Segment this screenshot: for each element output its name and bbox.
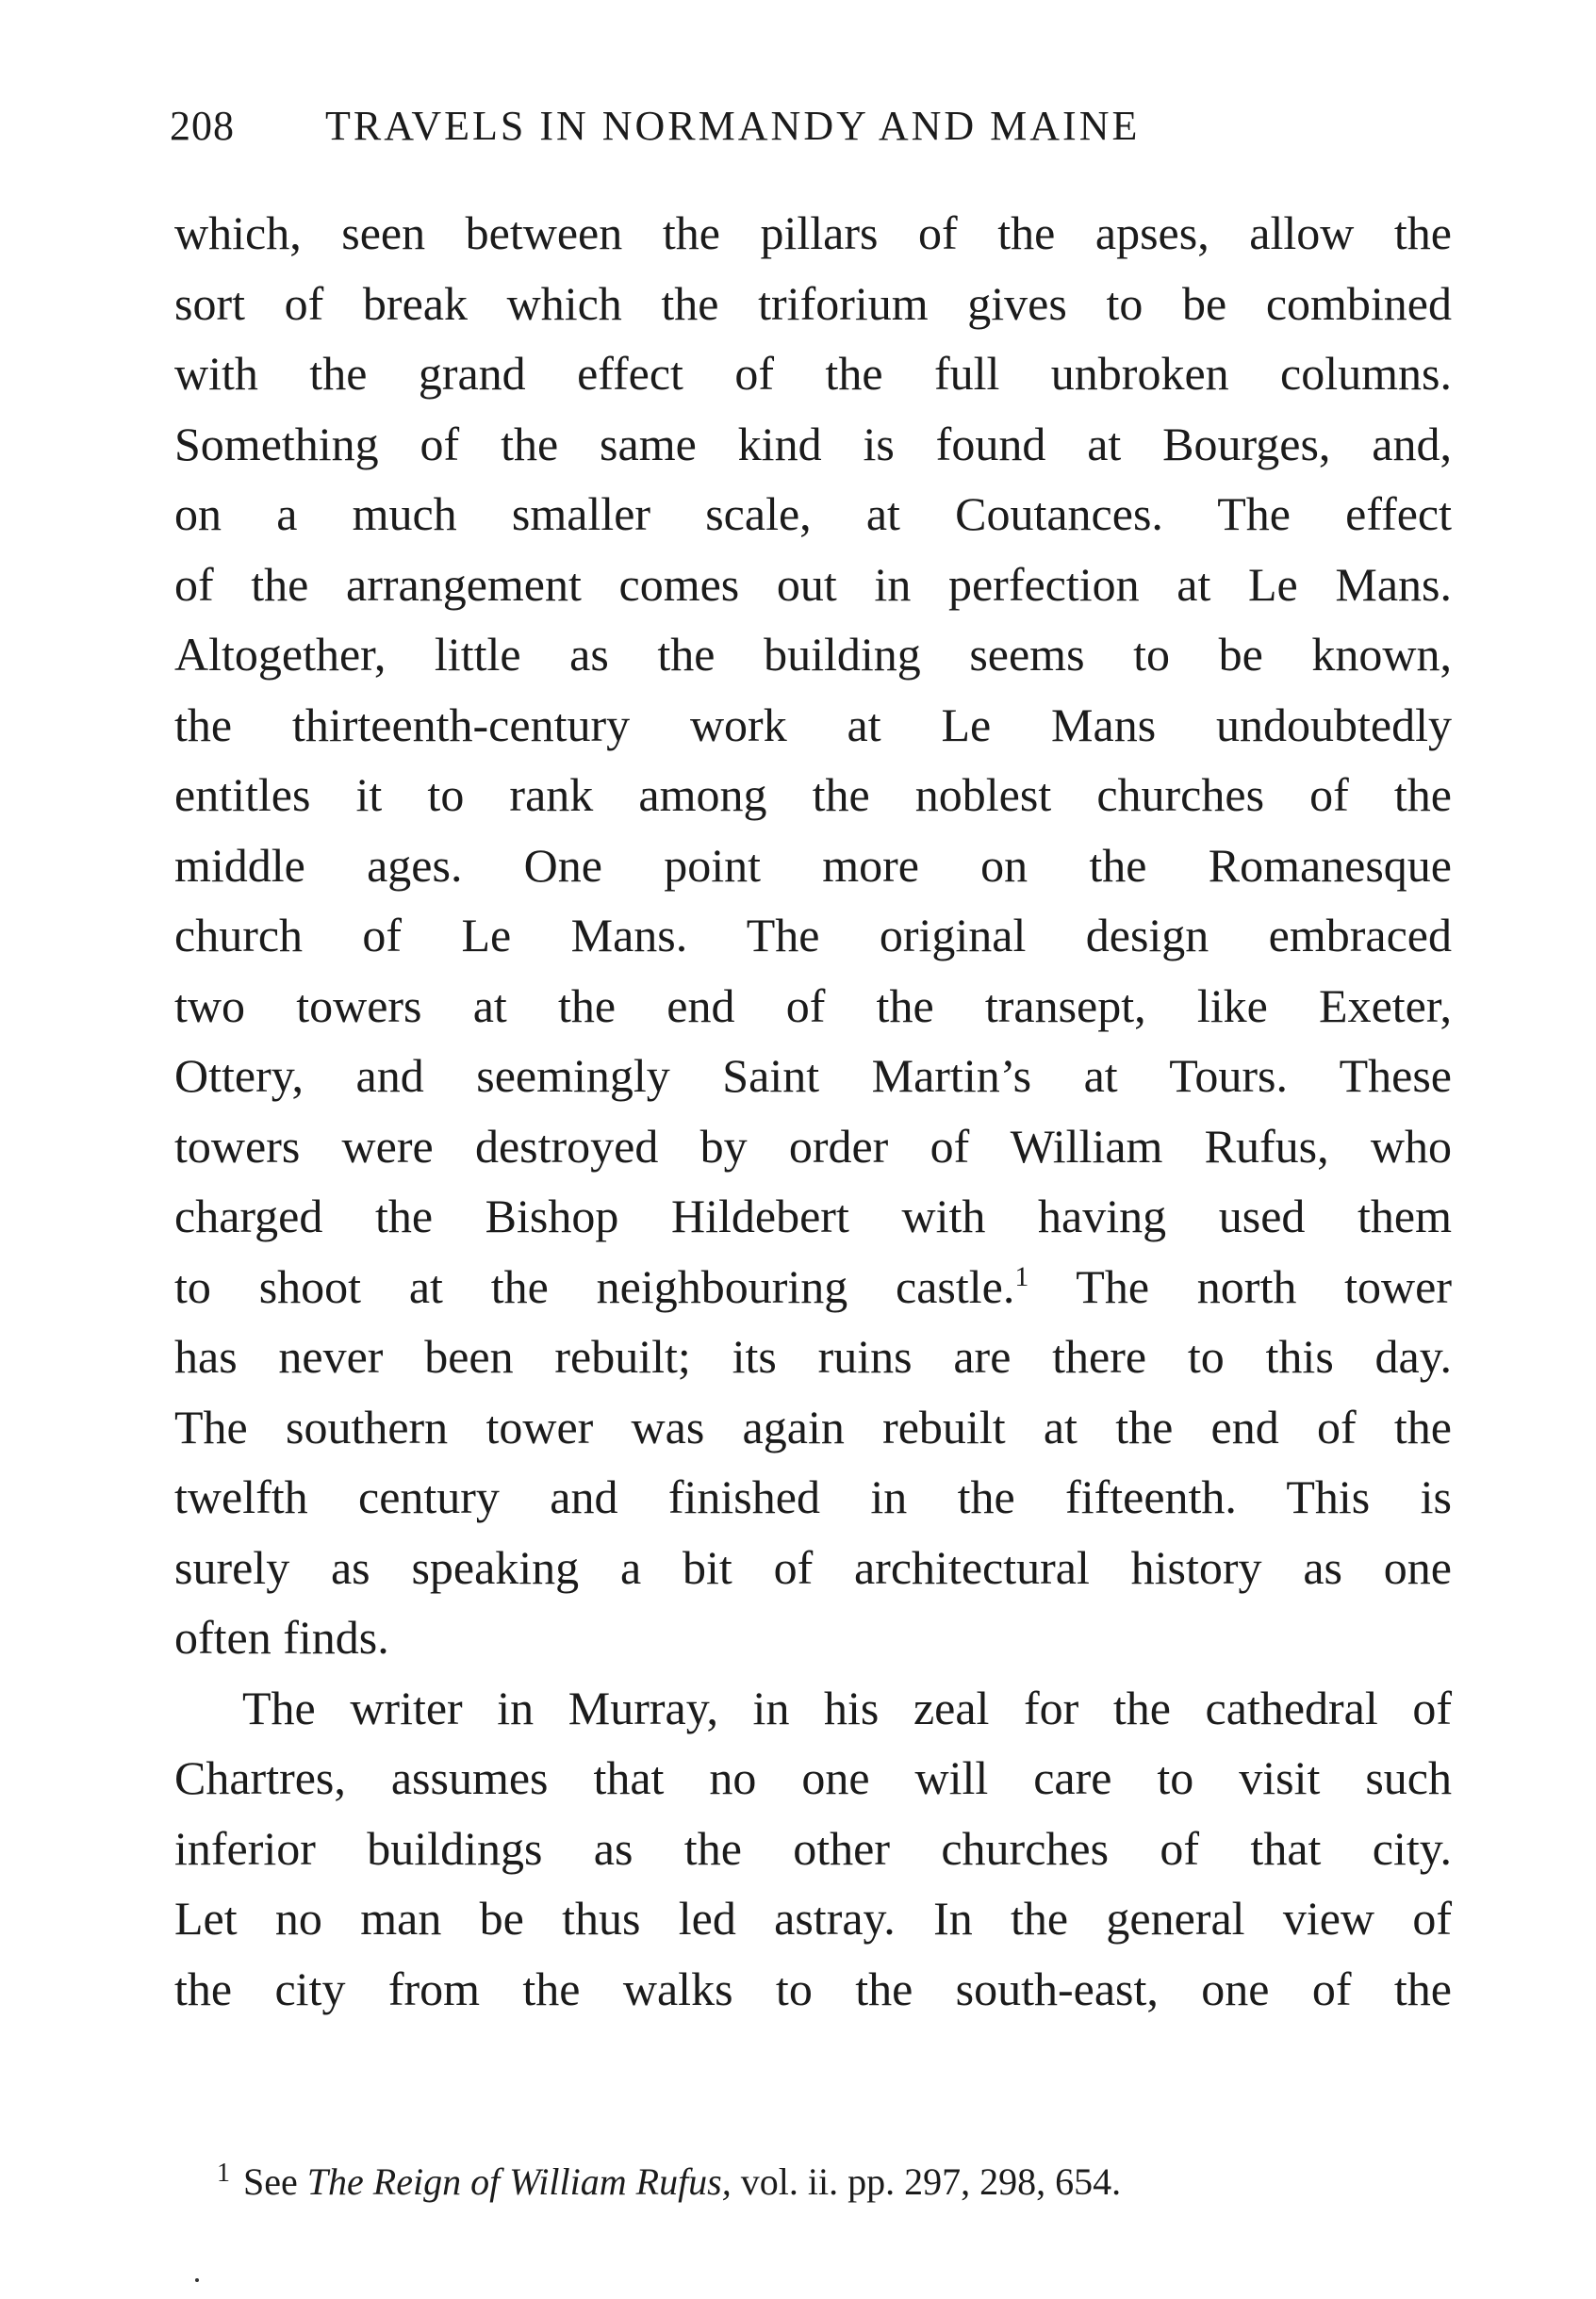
text-line: two towers at the end of the transept, like Exeter, <box>174 978 1452 1032</box>
text-line: Chartres, assumes that no one will care to visit such <box>174 1751 1452 1804</box>
text-line: towers were destroyed by order of William Rufus, who <box>174 1119 1452 1173</box>
page-number: 208 <box>170 103 235 149</box>
text-line: the city from the walks to the south-east, one of the <box>174 1962 1452 2015</box>
text-line: of the arrangement comes out in perfection at Le Mans. <box>174 557 1452 611</box>
text-line: on a much smaller scale, at Coutances. The effect <box>174 487 1452 540</box>
text-line: Something of the same kind is found at Bourges, and, <box>174 417 1452 470</box>
text-line: which, seen between the pillars of the apses, allow the <box>174 206 1452 259</box>
text-line: often finds. <box>174 1611 389 1664</box>
text-line: has never been rebuilt; its ruins are there to this day. <box>174 1330 1452 1383</box>
paragraph-first-line: The writer in Murray, in his zeal for the cathedral of <box>242 1681 1452 1734</box>
footnote <box>217 2159 1442 2204</box>
text-line: entitles it to rank among the noblest churches of the <box>174 768 1452 821</box>
text-line: The southern tower was again rebuilt at the end of the <box>174 1400 1452 1453</box>
text-line: Altogether, little as the building seems to be known, <box>174 628 1452 681</box>
footnote-book-title: The Reign of William Rufus, <box>306 2160 732 2203</box>
line-text: to shoot at the neighbouring castle. <box>174 1259 1015 1313</box>
text-line-with-footnote-ref <box>174 1252 1452 1322</box>
text-line: church of Le Mans. The original design embraced <box>174 909 1452 961</box>
text-line: with the grand effect of the full unbroken columns. <box>174 347 1452 400</box>
text-line: middle ages. One point more on the Romanesque <box>174 838 1452 892</box>
text-line: Let no man be thus led astray. In the general view of <box>174 1892 1452 1945</box>
line-text-continued: The north tower <box>1028 1259 1452 1313</box>
text-line: Ottery, and seemingly Saint Martin’s at Tours. These <box>174 1049 1452 1102</box>
text-line: charged the Bishop Hildebert with having used them <box>174 1190 1452 1242</box>
paper-speck <box>195 2278 199 2282</box>
text-line: twelfth century and finished in the fifteenth. This is <box>174 1470 1452 1523</box>
text-line: the thirteenth-century work at Le Mans undoubtedly <box>174 698 1452 751</box>
footnote-mark: 1 <box>217 2159 230 2188</box>
footnote-reference: 1 <box>1014 1260 1029 1292</box>
body-text <box>174 198 1452 2024</box>
footnote-citation: vol. ii. pp. 297, 298, 654. <box>731 2160 1122 2203</box>
footnote-prefix: See <box>243 2160 307 2203</box>
text-line: sort of break which the triforium gives to be combined <box>174 276 1452 330</box>
running-head <box>170 102 1282 158</box>
text-line: surely as speaking a bit of architectural history as one <box>174 1540 1452 1594</box>
text-line: inferior buildings as the other churches of that city. <box>174 1821 1452 1875</box>
running-title: TRAVELS IN NORMANDY AND MAINE <box>325 103 1141 149</box>
